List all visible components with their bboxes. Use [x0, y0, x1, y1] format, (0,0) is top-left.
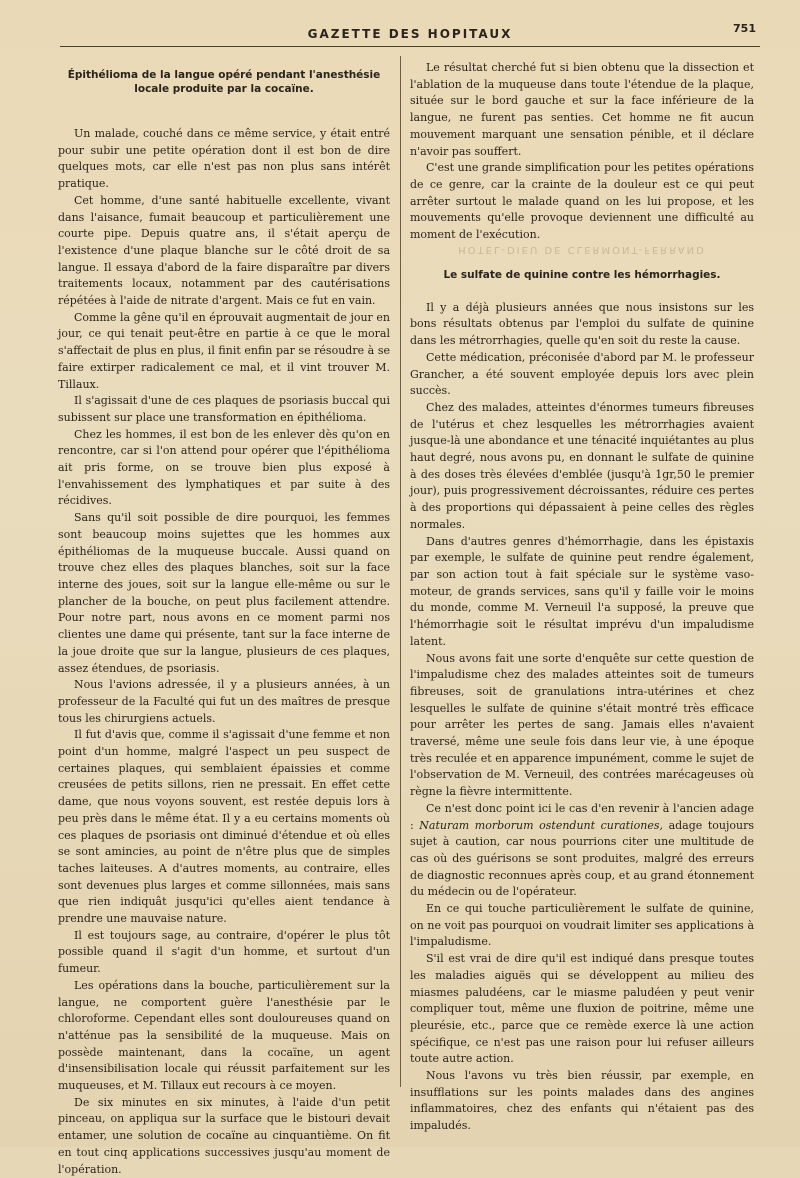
paragraph: Dans d'autres genres d'hémorrhagie, dans les épistaxis par exemple, le sulfate de quinine peut rendre également, par son action tout à fait spéciale sur le système vaso-moteur, de grands services, sans qu'il y faille voir le moins du monde, comme M. Verneuil l'a supposé, la preuve que l'hémorrhagie soit le résultat imprévu d'un impaludisme latent. — [410, 534, 754, 648]
column-divider — [400, 56, 401, 1087]
paragraph: Il fut d'avis que, comme il s'agissait d'une femme et non point d'un homme, malgré l'aspect un peu suspect de certaines plaques, qui semblaient épaissies et comme creusées de petits sillons, rien ne pressait. En effet cette dame, que nous voyons souvent, est restée depuis lors à peu près dans le même état. Il y a eu certains moments où ces plaques de psoriasis ont diminué d'étendue et où elles se sont amincies, au point de n'être plus que de simples taches laiteuses. A d'autres moments, au contraire, elles sont devenues plus larges et comme sillonnées, mais sans que rien indiquât jusqu'ici qu'elles aient tendance à prendre une mauvaise nature. — [58, 728, 390, 926]
paragraph: Les opérations dans la bouche, particulièrement sur la langue, ne comportent guère l'anesthésie par le chloroforme. Cependant elles sont douloureuses quand on n'atténue pas la sensibilité de la muqueuse. Mais on possède maintenant, dans la cocaïne, un agent d'insensibilisation locale qui réussit parfaitement sur les muqueuses, et M. Tillaux eut recours à ce moyen. — [58, 978, 390, 1093]
paragraph: Nous avons fait une sorte d'enquête sur cette question de l'impaludisme chez des malades atteintes soit de tumeurs fibreuses, soit de granulations intra-utérines et chez lesquelles le sulfate de quinine s'était montré très efficace pour arrêter les pertes de sang. Jamais elles n'avaient traversé, même une seule fois dans leur vie, à une époque très reculée et en apparence impunément, comme le sujet de l'observation de M. Verneuil, des contrées marécageuses où règne la fièvre intermittente. — [410, 651, 754, 799]
left-column — [58, 60, 390, 1176]
paragraph: C'est une grande simplification pour les petites opérations de ce genre, car la crainte de la douleur est ce qui peut arrêter surtout le malade quand on les lui propose, et les mouvements qu'elle provoque deviennent une difficulté au moment de l'exécution. — [410, 161, 754, 242]
paragraph: Le résultat cherché fut si bien obtenu que la dissection et l'ablation de la muqueuse dans toute l'étendue de la plaque, située sur le bord gauche et sur la face inférieure de la langue, ne furent pas senties. Cet homme ne fit aucun mouvement marquant une sensation pénible, et il déclare n'avoir pas souffert. — [410, 61, 754, 158]
paragraph: S'il est vrai de dire qu'il est indiqué dans presque toutes les maladies aiguës qui se développent au milieu des miasmes paludéens, car le miasme paludéen y peut venir compliquer tout, même une fluxion de poitrine, même une pleurésie, etc., parce que ce remède exerce là une action spécifique, ce n'est pas une raison pour lui refuser ailleurs toute autre action. — [410, 952, 754, 1066]
page-number: 751 — [733, 22, 756, 35]
paragraph: Il s'agissait d'une de ces plaques de psoriasis buccal qui subissent sur place une transformation en épithélioma. — [58, 394, 390, 424]
bleed-through-stamp: HOTEL-DIEU DE CLERMONT-FERRAND — [458, 243, 706, 255]
adage-commentary: adage toujours sujet à caution, car nous pourrions citer une multitude de cas où des guérisons se sont produites, malgré des erreurs de diagnostic reconnues après coup, et au grand étonnement du médecin ou de l'opérateur. — [410, 818, 754, 899]
paragraph: Il est toujours sage, au contraire, d'opérer le plus tôt possible quand il s'agit d'un homme, et surtout d'un fumeur. — [58, 928, 390, 976]
paragraph: Cette médication, préconisée d'abord par M. le professeur Grancher, a été souvent employée depuis lors avec plein succès. — [410, 350, 754, 398]
paragraph: Sans qu'il soit possible de dire pourquoi, les femmes sont beaucoup moins sujettes que les hommes aux épithéliomas de la muqueuse buccale. Aussi quand on trouve chez elles des plaques blanches, soit sur la face interne des joues, soit sur la langue elle-même ou sur le plancher de la bouche, on peut plus facilement attendre. Pour notre part, nous avons en ce moment parmi nos clientes une dame qui présente, tant sur la face interne de la joue droite que sur la langue, plusieurs de ces plaques, assez étendues, de psoriasis. — [58, 511, 390, 675]
paragraph: De six minutes en six minutes, à l'aide d'un petit pinceau, on appliqua sur la surface que le bistouri devait entamer, une solution de cocaïne au cinquantième. On fit en tout cinq applications successives jusqu'au moment de l'opération. — [58, 1095, 390, 1176]
paragraph: Cet homme, d'une santé habituelle excellente, vivant dans l'aisance, fumait beaucoup et particulièrement une courte pipe. Depuis quatre ans, il s'était aperçu de l'existence d'une plaque blanche sur le côté droit de sa langue. Il essaya d'abord de la faire disparaître par divers traitements locaux, notamment par des cautérisations répétées à l'aide de nitrate d'argent. Mais ce fut en vain. — [58, 193, 390, 308]
right-column — [410, 60, 754, 1133]
latin-adage: Naturam morborum ostendunt curationes, — [419, 818, 663, 832]
paragraph: Nous l'avons vu très bien réussir, par exemple, en insufflations sur les points malades dans des angines inflammatoires, chez des enfants qui n'étaient pas des impaludés. — [410, 1069, 754, 1133]
page-header — [60, 24, 760, 47]
paragraph: Comme la gêne qu'il en éprouvait augmentait de jour en jour, ce qui tenait peut-être en partie à ce que le moral s'affectait de plus en plus, il finit enfin par se résoudre à se faire extirper radicalement ce mal, et il vint trouver M. Tillaux. — [58, 310, 390, 391]
paragraph: Il y a déjà plusieurs années que nous insistons sur les bons résultats obtenus par l'emploi du sulfate de quinine dans les métrorrhagies, quelle qu'en soit du reste la cause. — [410, 300, 754, 348]
paragraph: Nous l'avions adressée, il y a plusieurs années, à un professeur de la Faculté qui fut un des maîtres de presque tous les chirurgiens actuels. — [58, 678, 390, 725]
adage-intro: Ce n'est donc point ici le cas d'en revenir à l'ancien adage : — [410, 801, 754, 832]
section-title-epithelioma: Épithélioma de la langue opéré pendant l'anesthésie locale produite par la cocaïne. — [67, 69, 381, 95]
section-title-quinine: Le sulfate de quinine contre les hémorrhagies. — [443, 268, 721, 281]
paragraph: Chez les hommes, il est bon de les enlever dès qu'on en rencontre, car si l'on attend pour opérer que l'épithélioma ait pris forme, on se trouve bien plus exposé à l'envahissement des lymphatiques et par suite à des récidives. — [58, 427, 390, 508]
paragraph: Un malade, couché dans ce même service, y était entré pour subir une petite opération dont il est bon de dire quelques mots, car elle n'est pas non plus sans intérêt pratique. — [58, 127, 390, 191]
paragraph: En ce qui touche particulièrement le sulfate de quinine, on ne voit pas pourquoi on voudrait limiter ses applications à l'impaludisme. — [410, 902, 754, 949]
journal-title: GAZETTE DES HOPITAUX — [307, 27, 513, 41]
paragraph: Chez des malades, atteintes d'énormes tumeurs fibreuses de l'utérus et chez lesquelles les métrorrhagies avaient jusque-là une abondance et une ténacité inquiétantes au plus haut degré, nous avons pu, en donnant le sulfate de quinine à des doses très élevées d'emblée (jusqu'à 1gr,50 le premier jour), puis progressivement décroissantes, réduire ces pertes à des proportions qui dépassaient à peine celles des règles normales. — [410, 400, 754, 531]
paragraph-adage — [410, 801, 754, 901]
